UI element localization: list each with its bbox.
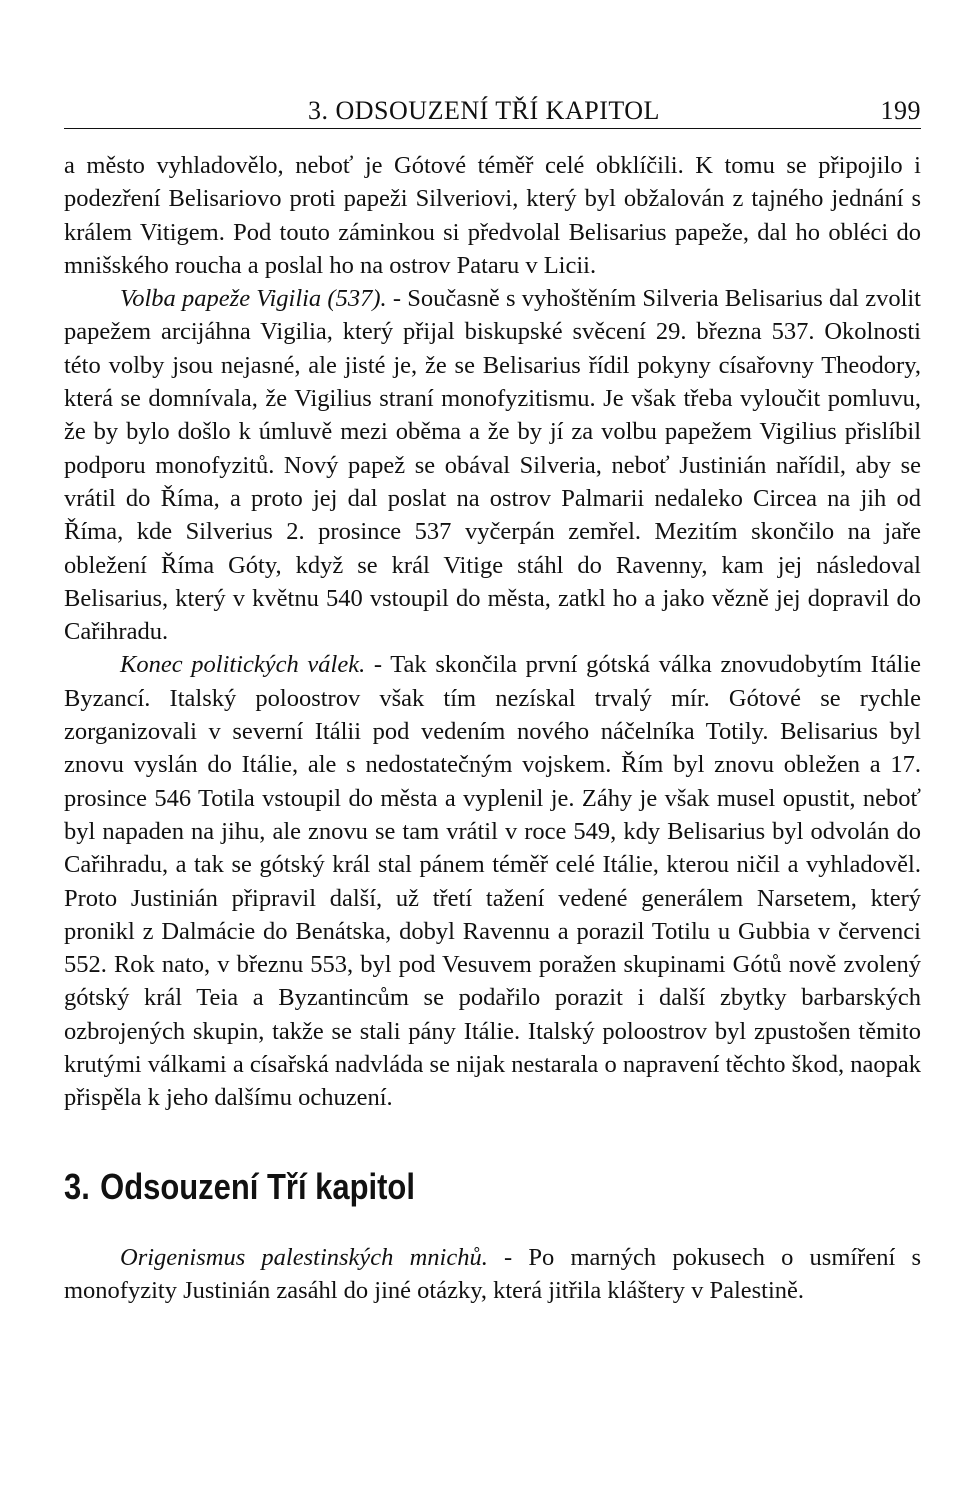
paragraph-text: - Současně s vyhoštěním Silveria Belisarius dal zvolit papežem arcijáhna Vigilia, který přijal biskupské svěcení 29. března 537. Okolnosti této volby jsou nejasné, ale jisté je, že se Belisarius řídil pokyny císařovny Theodory, která se domnívala, že Vigilius straní monofyzitismu. Je však třeba vyloučit pomluvu, že by bylo došlo k úmluvě mezi oběma a že by jí za volbu papežem Vigilius přislíbil podporu monofyzitů. Nový papež se obával Silveria, neboť Justinián nařídil, aby se vrátil do Říma, a proto jej dal poslat na ostrov Palmarii nedaleko Circea na jih od Říma, kde Silverius 2. prosince 537 vyčerpán zemřel. Mezitím skončilo na jaře obležení Říma Góty, když se král Vitige stáhl do Ravenny, kam jej následoval Belisarius, který v květnu 540 vstoupil do města, zatkl ho a jako vězně jej dopravil do Cařihradu. [64, 285, 921, 646]
section-title: Odsouzení Tří kapitol [100, 1165, 415, 1207]
paragraph-origenismus [64, 1241, 921, 1308]
paragraph-text: a město vyhladovělo, neboť je Gótové téměř celé obklíčili. K tomu se připojilo i podezření Belisariovo proti papeži Silveriovi, který byl obžalován z tajného jednání s králem Vitigem. Pod touto záminkou si předvolal Belisarius papeže, dal ho obléci do mnišského roucha a poslal ho na ostrov Pataru v Licii. [64, 152, 921, 279]
page-number: 199 [880, 96, 921, 125]
paragraph-volba-papeze [64, 282, 921, 648]
page-body [64, 149, 921, 1307]
paragraph-lead: Volba papeže Vigilia (537). [120, 285, 387, 313]
paragraph-text: - Tak skončila první gótská válka znovudobytím Itálie Byzancí. Italský poloostrov však tím nezískal trvalý mír. Gótové se rychle zorganizovali v severní Itálii pod vedením nového náčelníka Totily. Belisarius byl znovu vyslán do Itálie, ale s nedostatečným vojskem. Řím byl znovu obležen a 17. prosince 546 Totila vstoupil do města a vyplenil je. Záhy je však musel opustit, neboť byl napaden na jihu, ale znovu se tam vrátil v roce 549, kdy Belisarius byl odvolán do Cařihradu, a tak se gótský král stal pánem téměř celé Itálie, kterou ničil a vyhladověl. Proto Justinián připravil další, už třetí tažení vedené generálem Narsetem, který pronikl z Dalmácie do Benátska, dobyl Ravennu a porazil Totilu u Gubbia v červenci 552. Rok nato, v březnu 553, byl pod Vesuvem poražen skupinami Gótů nově zvolený gótský král Teia a Byzantincům se podařilo porazit i další zbytky barbarských ozbrojených skupin, takže se stali pány Itálie. Italský poloostrov byl zpustošen těmito krutými válkami a císařská nadvláda se nijak nestarala o napravení těchto škod, naopak přispěla k jeho dalšímu ochuzení. [64, 651, 921, 1112]
chapter-title: 3. ODSOUZENÍ TŘÍ KAPITOL [308, 96, 660, 125]
paragraph-text: - Po marných pokusech o usmíření s monofyzity Justinián zasáhl do jiné otázky, která jitřila kláštery v Palestině. [64, 1243, 922, 1304]
paragraph-konec-valek [64, 648, 921, 1114]
paragraph-lead: Origenismus palestinských mnichů. [120, 1243, 488, 1271]
paragraph-1 [64, 149, 921, 282]
running-header [64, 94, 921, 129]
section-number: 3. [64, 1165, 90, 1207]
section-heading [64, 1167, 801, 1207]
paragraph-lead: Konec politických válek. [120, 651, 366, 679]
